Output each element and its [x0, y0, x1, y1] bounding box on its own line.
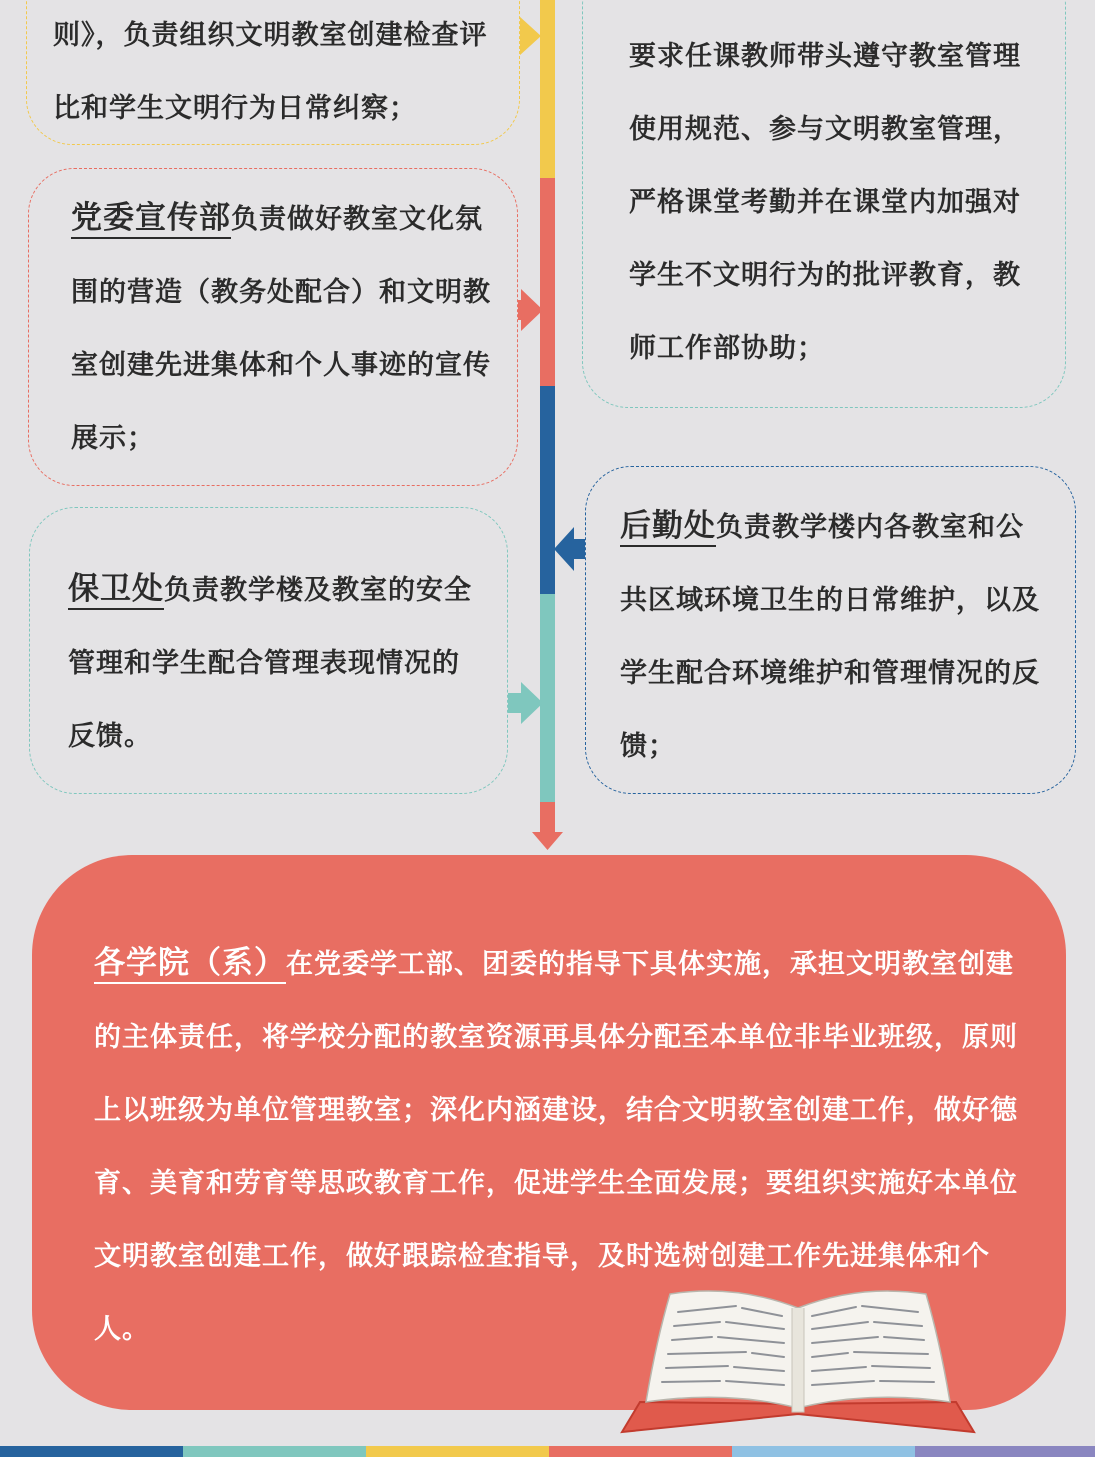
card-logistics-text — [620, 490, 1045, 783]
card-top-left — [26, 0, 520, 145]
security-office-title: 保卫处 — [68, 571, 164, 610]
timeline-segment-yellow — [540, 0, 555, 178]
footer-stripe-purple — [915, 1446, 1095, 1457]
colleges-title: 各学院（系） — [94, 945, 286, 984]
card-logistics-office — [585, 466, 1076, 794]
timeline-down-arrow-icon — [530, 802, 565, 852]
card-security-office — [29, 507, 508, 794]
card-publicity-department — [28, 168, 518, 486]
open-book-icon — [616, 1282, 980, 1442]
logistics-office-title: 后勤处 — [620, 508, 716, 547]
footer-stripe-lightblue — [732, 1446, 915, 1457]
publicity-department-description: 负责做好教室文化氛围的营造（教务处配合）和文明教室创建先进集体和个人事迹的宣传展示； — [71, 204, 491, 454]
timeline-segment-blue — [540, 386, 555, 594]
colleges-description: 在党委学工部、团委的指导下具体实施，承担文明教室创建的主体责任，将学校分配的教室资源再具体分配至本单位非毕业班级，原则上以班级为单位管理教室；深化内涵建设，结合文明教室创建工作，做好德育、美育和劳育等思政教育工作，促进学生全面发展；要组织实施好本单位文明教室创建工作，做好跟踪检查指导，及时选树创建工作先进集体和个人。 — [94, 949, 1018, 1345]
card-publicity-text — [71, 182, 491, 475]
card-top-left-text: 则》，负责组织文明教室创建检查评比和学生文明行为日常纠察； — [53, 20, 488, 124]
card-top-right-text: 要求任课教师带头遵守教室管理使用规范、参与文明教室管理，严格课堂考勤并在课堂内加强对学生不文明行为的批评教育，教师工作部协助； — [629, 41, 1021, 364]
card-security-text — [68, 553, 481, 773]
footer-stripe-blue — [0, 1446, 183, 1457]
security-office-description: 负责教学楼及教室的安全管理和学生配合管理表现情况的反馈。 — [68, 575, 472, 752]
footer-stripe-yellow — [366, 1446, 549, 1457]
logistics-office-description: 负责教学楼内各教室和公共区域环境卫生的日常维护，以及学生配合环境维护和管理情况的反馈； — [620, 512, 1040, 762]
timeline-segment-red — [540, 178, 555, 386]
footer-stripe-red — [549, 1446, 732, 1457]
card-top-right — [582, 0, 1066, 408]
footer-stripe-teal — [183, 1446, 366, 1457]
publicity-department-title: 党委宣传部 — [71, 200, 231, 239]
